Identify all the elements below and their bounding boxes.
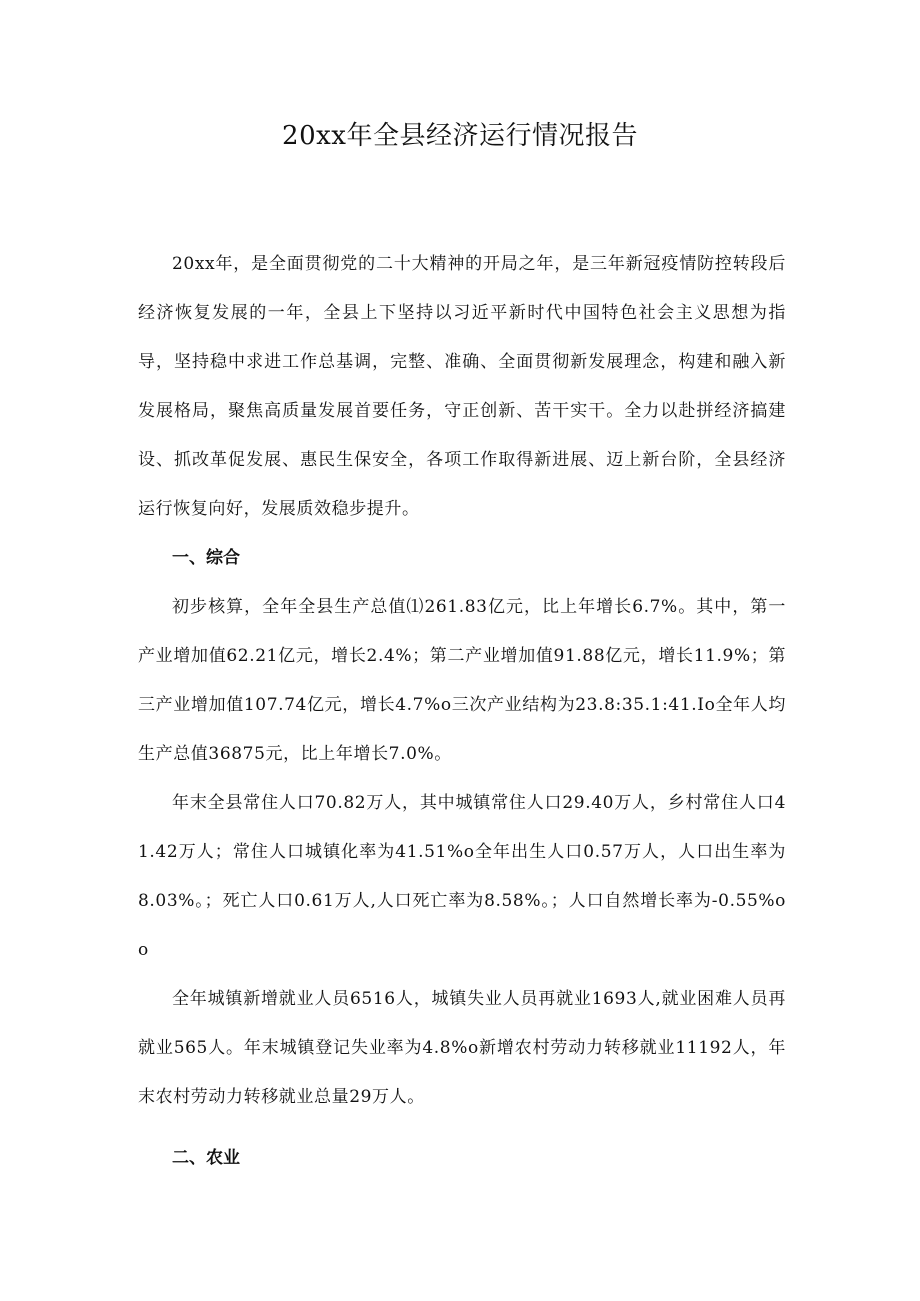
paragraph-gdp: 初步核算，全年全县生产总值⑴261.83亿元，比上年增长6.7%。其中，第一产业增加值62.21亿元，增长2.4%；第二产业增加值91.88亿元，增长11.9%；第三产业增加值107.74亿元，增长4.7%o三次产业结构为23.8:35.1:41.Io全年人均生产总值36875元，比上年增长7.0%。 (138, 597, 786, 764)
intro-paragraph: 20xx年，是全面贯彻党的二十大精神的开局之年，是三年新冠疫情防控转段后经济恢复发展的一年，全县上下坚持以习近平新时代中国特色社会主义思想为指导，坚持稳中求进工作总基调，完整、准确、全面贯彻新发展理念，构建和融入新发展格局，聚焦高质量发展首要任务，守正创新、苦干实干。全力以赴拼经济搞建设、抓改革促发展、惠民生保安全，各项工作取得新进展、迈上新台阶，全县经济运行恢复向好，发展质效稳步提升。 (138, 254, 786, 519)
paragraph-population: 年末全县常住人口70.82万人，其中城镇常住人口29.40万人，乡村常住人口41.42万人；常住人口城镇化率为41.51%o全年出生人口0.57万人，人口出生率为8.03%。；死亡人口0.61万人,人口死亡率为8.58%。；人口自然增长率为-0.55%oo (138, 793, 786, 960)
section-heading-agriculture: 二、农业 (172, 1148, 240, 1168)
document-title: 20xx年全县经济运行情况报告 (282, 121, 638, 151)
document-body (138, 240, 786, 1183)
paragraph-employment: 全年城镇新增就业人员6516人，城镇失业人员再就业1693人,就业困难人员再就业565人。年末城镇登记失业率为4.8%o新增农村劳动力转移就业11192人，年末农村劳动力转移就业总量29万人。 (138, 989, 786, 1107)
section-heading-overview: 一、综合 (172, 548, 240, 568)
